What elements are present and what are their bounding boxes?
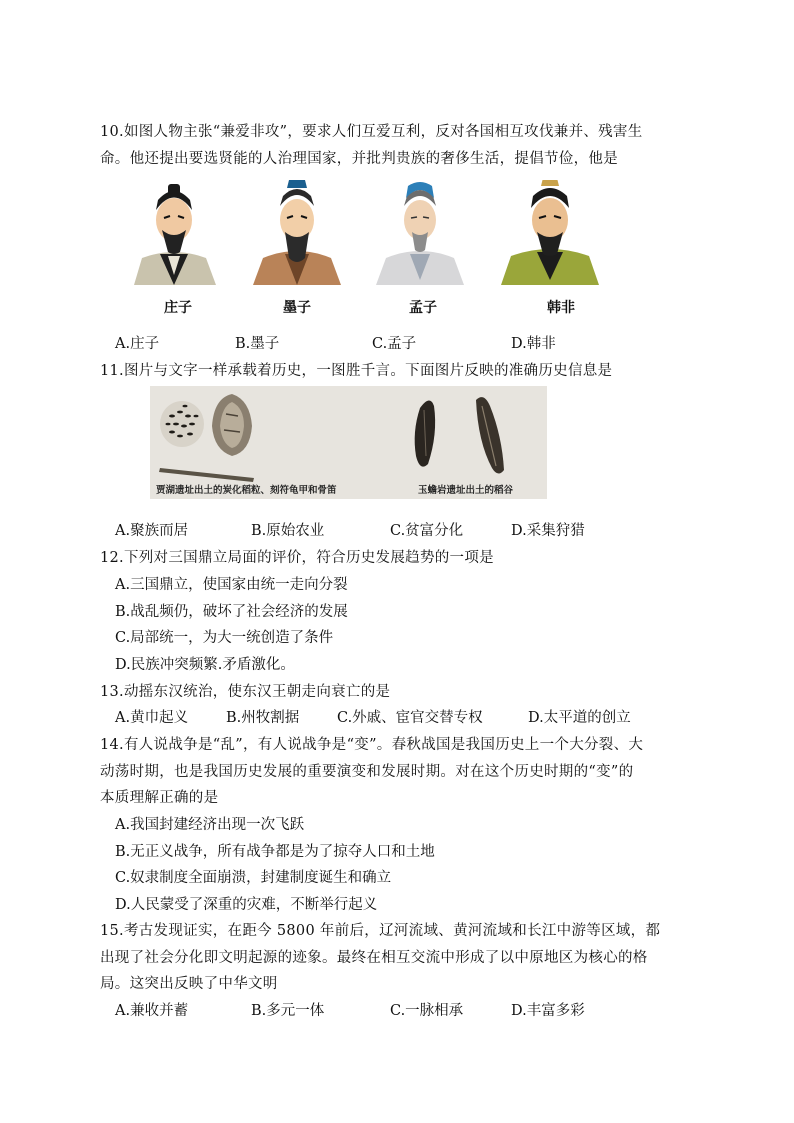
q12-option-d[interactable]: D.民族冲突频繁.矛盾激化。	[115, 657, 295, 673]
hanfei-portrait	[497, 180, 603, 285]
q11-option-d[interactable]: D.采集狩猎	[511, 523, 585, 539]
q13-option-d[interactable]: D.太平道的创立	[528, 710, 631, 726]
q12-option-b[interactable]: B.战乱频仍，破坏了社会经济的发展	[115, 604, 348, 620]
q11-option-c[interactable]: C.贫富分化	[390, 523, 464, 539]
carbonized-rice-icon	[160, 401, 204, 447]
q15-option-b[interactable]: B.多元一体	[251, 1003, 325, 1019]
q10-option-b[interactable]: B.墨子	[235, 336, 280, 352]
q14-stem-line1: 14.有人说战争是“乱”，有人说战争是“变”。春秋战国是我国历史上一个大分裂、大	[100, 737, 644, 753]
mengzi-portrait	[370, 180, 470, 285]
q10-option-c[interactable]: C.孟子	[372, 336, 417, 352]
q11-stem-line1: 11.图片与文字一样承载着历史，一图胜千言。下面图片反映的准确历史信息是	[100, 363, 613, 379]
q13-option-a[interactable]: A.黄巾起义	[115, 710, 189, 726]
q13-stem-line1: 13.动摇东汉统治，使东汉王朝走向衰亡的是	[100, 684, 391, 700]
caption-jiahu: 贾湖遗址出土的炭化稻粒、刻符龟甲和骨笛	[156, 485, 337, 496]
q14-option-b[interactable]: B.无正义战争，所有战争都是为了掠夺人口和土地	[115, 844, 435, 860]
q13-option-b[interactable]: B.州牧割据	[226, 710, 300, 726]
q11-option-a[interactable]: A.聚族而居	[115, 523, 189, 539]
q10-stem-line2: 命。他还提出要选贤能的人治理国家，并批判贵族的奢侈生活，提倡节俭，他是	[100, 151, 618, 167]
q15-option-a[interactable]: A.兼收并蓄	[115, 1003, 189, 1019]
q14-option-c[interactable]: C.奴隶制度全面崩溃，封建制度诞生和确立	[115, 870, 392, 886]
q14-stem-line3: 本质理解正确的是	[100, 790, 219, 806]
artifact-photo	[150, 386, 547, 499]
q10-option-d[interactable]: D.韩非	[511, 336, 556, 352]
q13-option-c[interactable]: C.外戚、宦官交替专权	[337, 710, 483, 726]
zhuangzi-portrait	[124, 180, 224, 285]
q12-option-c[interactable]: C.局部统一，为大一统创造了条件	[115, 630, 334, 646]
q14-option-a[interactable]: A.我国封建经济出现一次飞跃	[115, 817, 305, 833]
q10-stem-line1: 10.如图人物主张“兼爱非攻”，要求人们互爱互利，反对各国相互攻伐兼并、残害生	[100, 124, 643, 140]
portrait-label-zhuangzi: 庄子	[164, 300, 192, 316]
portrait-label-mozi: 墨子	[283, 300, 311, 316]
q15-option-c[interactable]: C.一脉相承	[390, 1003, 464, 1019]
portrait-label-mengzi: 孟子	[409, 300, 437, 316]
q15-stem-line3: 局。这突出反映了中华文明	[100, 976, 278, 992]
q12-option-a[interactable]: A.三国鼎立，使国家由统一走向分裂	[115, 577, 348, 593]
q12-stem-line1: 12.下列对三国鼎立局面的评价，符合历史发展趋势的一项是	[100, 550, 494, 566]
q15-stem-line2: 出现了社会分化即文明起源的迹象。最终在相互交流中形成了以中原地区为核心的格	[100, 950, 648, 966]
q15-stem-line1: 15.考古发现证实，在距今 5800 年前后，辽河流域、黄河流域和长江中游等区域，都	[100, 923, 661, 939]
portrait-label-hanfei: 韩非	[547, 300, 575, 316]
q14-option-d[interactable]: D.人民蒙受了深重的灾难，不断举行起义	[115, 897, 378, 913]
q10-option-a[interactable]: A.庄子	[115, 336, 160, 352]
caption-yuchanyan: 玉蟾岩遗址出土的稻谷	[418, 485, 514, 496]
q15-option-d[interactable]: D.丰富多彩	[511, 1003, 585, 1019]
mozi-portrait	[247, 180, 347, 285]
q14-stem-line2: 动荡时期，也是我国历史发展的重要演变和发展时期。对在这个历史时期的“变”的	[100, 764, 634, 780]
q11-option-b[interactable]: B.原始农业	[251, 523, 325, 539]
